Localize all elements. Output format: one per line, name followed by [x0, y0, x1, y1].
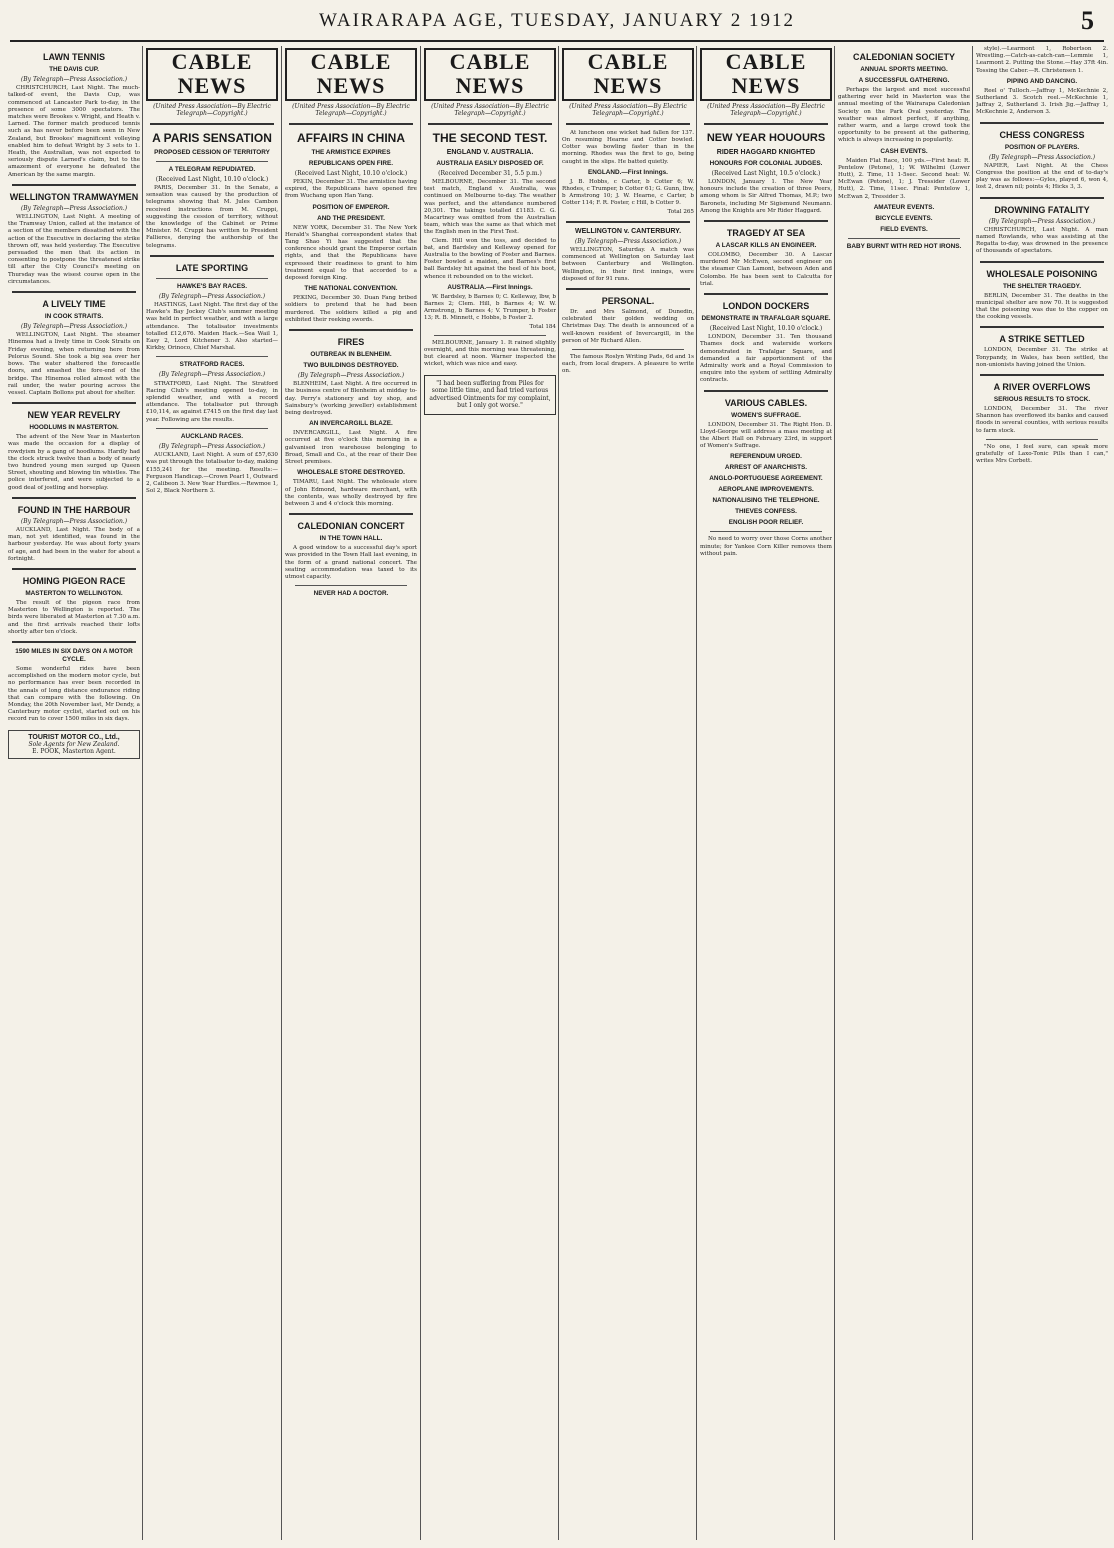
- article-honours: LONDON, January 1. The New Year honours include the creation of three Peers, among whom is Sir Alfred Thomas, M.P.; two Baronets, including Mr Sigismund Neumann. Among the Knights are Mr Rider Haggard.: [700, 179, 832, 214]
- byline: (By Telegraph—Press Association.): [158, 371, 266, 379]
- subhead-fires: OUTBREAK IN BLENHEIM.: [310, 351, 392, 359]
- article-paris: PARIS, December 31. In the Senate, a sensation was caused by the production of telegrams showing that M. Jules Cambon received instructions from M. Cruppi, suggesting the cession of territory, without the knowledge of the Cabinet or Prime Minister. M. Cruppi has written to President Fallieres, denying the authorship of the telegrams.: [146, 185, 278, 249]
- divider: [289, 329, 413, 331]
- subhead-honours: RIDER HAGGARD KNIGHTED: [716, 148, 816, 156]
- byline: (By Telegraph—Press Association.): [988, 217, 1096, 225]
- subhead-emperor-2: AND THE PRESIDENT.: [317, 214, 385, 222]
- subhead-honours-2: HONOURS FOR COLONIAL JUDGES.: [709, 159, 823, 167]
- article-china: PEKIN, December 31. The armistice having expired, the Republicans have opened fire from Wuchang upon Han Yang.: [285, 179, 417, 200]
- divider: [156, 356, 268, 357]
- article-poisoning: BERLIN, December 31. The deaths in the municipal shelter are now 70. It is suggested that the poisoning was due to the copper on the cooking vessels.: [976, 292, 1108, 321]
- subhead-england-innings: ENGLAND.—First Innings.: [588, 168, 668, 176]
- subhead-gathering: A SUCCESSFUL GATHERING.: [858, 77, 950, 84]
- subhead-emperor: POSITION OF EMPEROR.: [312, 203, 390, 211]
- byline: (By Telegraph—Press Association.): [20, 204, 128, 212]
- headline-caledonian-society: CALEDONIAN SOCIETY: [852, 52, 955, 62]
- subhead-piping-dancing: PIPING AND DANCING.: [1006, 77, 1078, 85]
- article-strike: LONDON, December 31. The strike at Tonypandy, in Wales, has been settled, the non-unionists having joined the Union.: [976, 347, 1108, 368]
- received-note: (Received Last Night, 10.10 o'clock.): [709, 325, 823, 333]
- divider: [566, 288, 690, 290]
- advertisement-tourist-motor: [8, 730, 140, 760]
- subhead-doctor: NEVER HAD A DOCTOR.: [313, 590, 389, 598]
- byline: (By Telegraph—Press Association.): [20, 517, 128, 525]
- subhead-convention: THE NATIONAL CONVENTION.: [304, 285, 398, 293]
- headline-wellington-canterbury: WELLINGTON v. CANTERBURY.: [574, 227, 682, 235]
- divider: [295, 585, 407, 586]
- subhead-tragedy: A LASCAR KILLS AN ENGINEER.: [715, 242, 817, 250]
- headline-various-cables: VARIOUS CABLES.: [724, 397, 808, 408]
- headline-china: AFFAIRS IN CHINA: [297, 130, 405, 145]
- association-credit: (United Press Association—By Electric Telegraph—Copyright.): [292, 103, 410, 118]
- subhead-pigeon: MASTERTON TO WELLINGTON.: [25, 589, 123, 597]
- subhead-fires-2: TWO BUILDINGS DESTROYED.: [303, 362, 399, 370]
- subhead-test: ENGLAND V. AUSTRALIA.: [446, 148, 534, 156]
- cable-news-banner: CABLE NEWS: [146, 48, 278, 101]
- subhead-anarchists: ARREST OF ANARCHISTS.: [724, 464, 808, 472]
- cable-news-banner: CABLE NEWS: [700, 48, 832, 101]
- results-continued: style).—Learmont 1, Robertson 2. Wrestling.—Catch-as-catch-can—Lemmie 1, Learmont 2. Putting the Stone.—Hay 37ft 4in. Tossing the Caber.—R. Christensen 1.: [976, 46, 1108, 74]
- article-personal: Dr. and Mrs Salmond, of Dunedin, celebrated their golden wedding on Christmas Day. The death is announced of a well-known resident of Invercargill, in the person of Mr Richard Allen.: [562, 309, 694, 344]
- headline-wholesale-poisoning: WHOLESALE POISONING: [986, 268, 1098, 279]
- column-4: [424, 46, 556, 1542]
- subhead-bicycle-events: BICYCLE EVENTS.: [875, 214, 933, 222]
- subhead-suffrage: WOMEN'S SUFFRAGE.: [731, 411, 801, 419]
- subhead-lively-time: IN COOK STRAITS.: [44, 313, 104, 321]
- received-note: (Received December 31, 5.5 p.m.): [438, 169, 542, 177]
- headline-tramwaymen: WELLINGTON TRAMWAYMEN: [9, 191, 139, 202]
- article-revelry: The advent of the New Year in Masterton was made the occasion for a display of rowdyism by a gang of hoodlums. Hardly had the clock struck twelve than a body of nearly two hundred young men surged up Queen Street, shouting and blowing tin whistles. The police interfered, and were subjected to a good deal of jostling and horseplay.: [8, 434, 140, 491]
- headline-pigeon: HOMING PIGEON RACE: [22, 575, 126, 586]
- article-chess: NAPIER, Last Night. At the Chess Congress the position at the end of to-day's play was as follows:—Gyles, played 6, won 4, lost 2, drawn nil; points 4; Hicks 3, 3.: [976, 162, 1108, 191]
- column-rule: [696, 46, 697, 1540]
- subhead-tennis: THE DAVIS CUP.: [49, 66, 99, 73]
- subhead-sports-meeting: ANNUAL SPORTS MEETING.: [860, 66, 948, 73]
- subhead-test-2: AUSTRALIA EASILY DISPOSED OF.: [436, 159, 544, 167]
- subhead-concert: IN THE TOWN HALL.: [319, 535, 383, 543]
- association-credit: (United Press Association—By Electric Telegraph—Copyright.): [569, 103, 687, 118]
- scorecard-total: Total 265: [667, 208, 694, 215]
- divider: [704, 123, 828, 125]
- headline-drowning: DROWNING FATALITY: [994, 204, 1090, 215]
- subhead-china: THE ARMISTICE EXPIRES: [311, 148, 391, 156]
- subhead-dockers: DEMONSTRATE IN TRAFALGAR SQUARE.: [701, 315, 831, 323]
- article-emperor: NEW YORK, December 31. The New York Herald's Shanghai correspondent states that Tang Shao Yi has suggested that the conference should grant the Emperor certain rights, and that the Republicans have expressed their readiness to grant to him treatment equal to that accorded to a deposed foreign King.: [285, 224, 417, 282]
- column-rule: [972, 46, 973, 1540]
- article-tragedy: COLOMBO, December 30. A Lascar murdered Mr McEwen, second engineer on the steamer Clan Lamont, between Aden and Colombo. He has been sent to Calcutta for trial.: [700, 252, 832, 287]
- page-number: 5: [1081, 6, 1094, 35]
- column-rule: [558, 46, 559, 1540]
- article-test-2: Clem. Hill won the toss, and decided to bat, and Bardsley and Kelleway opened for Australia to the bowling of Foster and Barnes. Foster bowled a maiden, and Barnes's first ball Bardsley hit against the heel of his boot, whence it rebounded on to the wicket.: [424, 237, 556, 280]
- article-caledonian: Perhaps the largest and most successful gathering ever held in Masterton was the annual meeting of the Wairarapa Caledonian Society on the Park Oval yesterday. The weather was almost perfect, if anything, rather warm, and a large crowd took the opportunity to be present at the gathering, which is always increasing in popularity.: [838, 87, 970, 144]
- newspaper-title: WAIRARAPA AGE, TUESDAY, JANUARY 2 1912: [319, 10, 795, 31]
- headline-tennis: LAWN TENNIS: [43, 52, 105, 62]
- article-harbour: AUCKLAND, Last Night. The body of a man, not yet identified, was found in the harbour yesterday. He was about forty years of age, and had been in the water for about a fortnight.: [8, 526, 140, 562]
- results-piping-dancing: Reel o' Tulloch.—Jaffray 1, McKechnie 2, Sutherland 3. Scotch reel.—McKechnie 1, Jaffray 2, Sutherland 3. Irish Jig.—Jaffray 1, McKechnie 2, Anderson 3.: [976, 87, 1108, 116]
- article-pigeon: The result of the pigeon race from Masterton to Wellington is reported. The birds were liberated at Masterton at 7.30 a.m. and the first arrivals reached their lofts shortly after ten o'clock.: [8, 599, 140, 635]
- subhead-poor-relief: ENGLISH POOR RELIEF.: [728, 519, 804, 527]
- subhead-australia-innings: AUSTRALIA.—First Innings.: [447, 283, 533, 291]
- column-2: [146, 46, 278, 1542]
- divider: [986, 439, 1098, 440]
- subhead-hawkes-bay: HAWKE'S BAY RACES.: [176, 282, 248, 290]
- headline-london-dockers: LONDON DOCKERS: [722, 301, 810, 312]
- byline: (By Telegraph—Press Association.): [574, 237, 682, 245]
- headline-motor-cycle: 1590 MILES IN SIX DAYS ON A MOTOR CYCLE.: [15, 647, 133, 663]
- headline-revelry: NEW YEAR REVELRY: [27, 410, 121, 421]
- article-dockers: LONDON, December 31. Ten thousand Thames dock and waterside workers demonstrated in Trafalgar Square, and demanded a fair apportionment of the Admiralty work and a Royal Commission to enquire into the system of settling Admiralty contracts.: [700, 334, 832, 384]
- column-6: [700, 46, 832, 1542]
- byline: (By Telegraph—Press Association.): [158, 442, 266, 450]
- subhead-shelter-tragedy: THE SHELTER TRAGEDY.: [1003, 282, 1081, 290]
- subhead-auckland: AUCKLAND RACES.: [180, 432, 244, 440]
- association-credit: (United Press Association—By Electric Telegraph—Copyright.): [707, 103, 825, 118]
- column-7: [838, 46, 970, 1542]
- byline: (By Telegraph—Press Association.): [988, 153, 1096, 161]
- masthead-rule: [10, 40, 1104, 42]
- advertisement-testimonial: [424, 375, 556, 415]
- divider: [156, 278, 268, 279]
- column-rule: [834, 46, 835, 1540]
- divider: [12, 641, 136, 643]
- subhead-referendum: REFERENDUM URGED.: [730, 453, 802, 461]
- article-hawkes-bay: HASTINGS, Last Night. The first day of the Hawke's Bay Jockey Club's summer meeting was held in perfect weather, and with a large attendance. The totalisator investments totalled £12,676. Maiden Hack.—Sea Wail 1, Easy 2, Lord Kitchener 3. Also started—Kirkby, Orinoco, Chief Marshal.: [146, 302, 278, 352]
- divider: [980, 261, 1104, 263]
- column-rule: [281, 46, 282, 1540]
- subhead-river: SERIOUS RESULTS TO STOCK.: [993, 396, 1091, 404]
- column-rule: [420, 46, 421, 1540]
- divider: [704, 293, 828, 295]
- subhead-anglo-portuguese: ANGLO-PORTUGUESE AGREEMENT.: [709, 475, 823, 483]
- headline-caledonian-concert: CALEDONIAN CONCERT: [297, 521, 405, 532]
- advertisement-writing-pads: The famous Roslyn Writing Pads, 6d and 1s each, from local drapers. A pleasure to write on.: [562, 354, 694, 375]
- divider: [980, 197, 1104, 199]
- results-cash-events: Maiden Flat Race, 100 yds.—First heat: R. Pentelow (Petone), 1; W. Wilhelmi (Lower Hutt), 2. Time, 11 1-5sec. Second heat: W. McEwan (Petone), 1; J. Tressider (Lower Hutt), 2. Time, 11sec. Final: Pentelow 1, McEwan 2, Tressider 3.: [838, 157, 970, 200]
- article-tennis: CHRISTCHURCH, Last Night. The much-talked-of event, the Davis Cup, was commenced at Lancaster Park to-day, in the presence of some 3000 spectators. The matches were Brookes v. Wright, and Heath v. Larned. The former match produced tennis such as has never before been seen in New Zealand, but Brookes' magnificent volleying enabled him to defeat Wright by 3 sets to 1. Heath, the Australian, was not expected to seriously dispute Larned's claim, but to the amazement of everyone he defeated the American by the same margin.: [8, 85, 140, 178]
- headline-river-overflows: A RIVER OVERFLOWS: [993, 382, 1091, 393]
- divider: [12, 402, 136, 404]
- article-motor-cycle: Some wonderful rides have been accomplished on the modern motor cycle, but no performance has ever been recorded in the annals of long distance endurance riding that can compare with the following. On Monday, the 20th November last, Mr Dendy, a Canterbury motor cyclist, started out on his record run to cover 1500 miles in six days.: [8, 665, 140, 723]
- headline-paris: A PARIS SENSATION: [152, 130, 272, 145]
- association-credit: (United Press Association—By Electric Telegraph—Copyright.): [431, 103, 549, 118]
- divider: [980, 326, 1104, 328]
- headline-harbour: FOUND IN THE HARBOUR: [17, 504, 131, 515]
- article-wholesale-store: TIMARU, Last Night. The wholesale store of John Edmond, hardware merchant, with the contents, was wholly destroyed by fire between 3 and 4 o'clock this morning.: [285, 479, 417, 507]
- article-wellington-canterbury: WELLINGTON, Saturday. A match was commenced at Wellington on Saturday last between Canterbury and Wellington. Wellington, in their first innings, were disposed of for 91 runs.: [562, 247, 694, 282]
- subhead-paris: PROPOSED CESSION OF TERRITORY: [154, 148, 270, 156]
- headline-personal: PERSONAL.: [601, 296, 655, 307]
- divider: [704, 390, 828, 392]
- article-river: LONDON, December 31. The river Shannon has overflowed its banks and caused floods in several counties, with serious results to farm stock.: [976, 406, 1108, 434]
- ad-address: E. POOK, Masterton Agent.: [32, 748, 116, 755]
- cable-news-banner: CABLE NEWS: [285, 48, 417, 101]
- subhead-invercargill: AN INVERCARGILL BLAZE.: [309, 420, 393, 428]
- association-credit: (United Press Association—By Electric Telegraph—Copyright.): [153, 103, 271, 118]
- subhead-wholesale-store: WHOLESALE STORE DESTROYED.: [297, 469, 405, 477]
- article-concert: A good window to a successful day's sport was provided in the Town Hall last evening, in the form of a grand national concert. The seating accommodation was taxed to its utmost capacity.: [285, 545, 417, 580]
- subhead-china-2: REPUBLICANS OPEN FIRE.: [308, 159, 394, 167]
- subhead-amateur-events: AMATEUR EVENTS.: [873, 203, 935, 211]
- divider: [704, 220, 828, 222]
- divider: [980, 122, 1104, 124]
- article-drowning: CHRISTCHURCH, Last Night. A man named Rowlands, who was assisting at the Regatta to-day, was drowned in the presence of thousands of spectators.: [976, 226, 1108, 255]
- byline: (By Telegraph—Press Association.): [20, 76, 128, 83]
- cable-news-banner: CABLE NEWS: [424, 48, 556, 101]
- article-fires: BLENHEIM, Last Night. A fire occurred in the business centre of Blenheim at midday to-day. Perry's stationery and toy shop, and Sainsbury's (working jeweller) establishment being destroyed.: [285, 381, 417, 417]
- divider: [156, 161, 268, 162]
- subhead-cash-events: CASH EVENTS.: [880, 147, 928, 155]
- headline-fires: FIRES: [337, 337, 365, 348]
- headline-strike-settled: A STRIKE SETTLED: [999, 334, 1085, 345]
- article-test-continued: At luncheon one wicket had fallen for 137. On resuming Hearne and Cotter bowled. Cotter was bowling faster than in the morning. Rhodes was the first to go, being caught in the slips. He batted quietly.: [562, 129, 694, 165]
- column-1: [8, 46, 140, 1542]
- received-note: (Received Last Night, 10.5 o'clock.): [711, 169, 821, 177]
- divider: [156, 428, 268, 429]
- divider: [572, 349, 684, 350]
- article-lively-time: WELLINGTON, Last Night. The steamer Hinemoa had a lively time in Cook Straits on Friday evening, when returning here from Pelorus Sound. She took a big sea over her bows. The water shattered the forecastle doors, and smashed the fore-end of the bridge. The Hinemoa rolled almost with the rail under, the water pouring across the vessel. Captain Bollons put about for shelter.: [8, 332, 140, 396]
- divider: [848, 238, 960, 239]
- divider: [12, 568, 136, 570]
- advertisement-baby-burnt: BABY BURNT WITH RED HOT IRONS.: [846, 242, 962, 250]
- subhead-telephone: NATIONALISING THE TELEPHONE.: [712, 497, 820, 505]
- divider: [12, 291, 136, 293]
- headline-lively-time: A LIVELY TIME: [42, 299, 106, 310]
- advertisement-corn-killer: No need to worry over those Corns another minute; for Yankee Corn Killer removes them without pain.: [700, 536, 832, 557]
- byline: (By Telegraph—Press Association.): [20, 323, 128, 331]
- divider: [150, 123, 274, 125]
- advertisement-laxo-tonic: "No one, I feel sure, can speak more gratefully of Laxo-Tonic Pills than I can," writes Mrs Corbett.: [976, 443, 1108, 465]
- divider: [150, 255, 274, 257]
- divider: [710, 531, 822, 532]
- divider: [428, 123, 552, 125]
- divider: [566, 123, 690, 125]
- column-5: [562, 46, 694, 1542]
- byline: (By Telegraph—Press Association.): [158, 292, 266, 300]
- article-test: MELBOURNE, December 31. The second test match, England v. Australia, was continued on Melbourne to-day. The weather was perfect, and the attendance numbered 20,301. The takings totalled £1183. C. G. Macartney was omitted from the Australian team, which was the same as that which met the English men in the First Test.: [424, 179, 556, 236]
- cable-news-banner: CABLE NEWS: [562, 48, 694, 101]
- article-tramwaymen: WELLINGTON, Last Night. A meeting of the Tramway Union, called at the instance of a section of the members dissatisfied with the action of the Executive in declaring the strike thrown off, was held yesterday. The Executive persuaded the men that its action in consenting to postpone the threatened strike till after the City Council's meeting on Thursday was the wisest course open in the circumstances.: [8, 214, 140, 285]
- headline-tragedy-at-sea: TRAGEDY AT SEA: [726, 228, 806, 239]
- divider: [566, 221, 690, 223]
- scorecard-australia: W. Bardsley, b Barnes 0; C. Kelleway, lbw, b Barnes 2; Clem. Hill, b Barnes 4; W. W. Armstrong, b Barnes 4; V. Trumper, b Foster 13; R. B. Minnett, c Hobbs, b Foster 2.: [424, 293, 556, 322]
- byline: (By Telegraph—Press Association.): [297, 372, 405, 380]
- ad-title: TOURIST MOTOR CO., Ltd.,: [28, 733, 120, 741]
- received-note: (Received Last Night, 10.10 o'clock.): [155, 175, 269, 183]
- article-auckland: AUCKLAND, Last Night. A sum of £57,630 was put through the totalisator to-day, making £155,241 for the meeting. Results:— Ferguson Handicap.—Crown Pearl 1, Outward 2, Calibeon 3. New Year Hurdles.—Rewmoe 1, Sol 2, Black Northern 3.: [146, 452, 278, 495]
- divider: [289, 513, 413, 515]
- divider: [12, 497, 136, 499]
- scorecard-england: J. B. Hobbs, c Carter, b Cotter 6; W. Rhodes, c Trumper, b Cotter 61; G. Gunn, lbw, b Armstrong 10; J. W. Hearne, c Carter, b Cotter 114; F. R. Foster, c Hill, b Cotter 9.: [562, 178, 694, 207]
- divider: [289, 123, 413, 125]
- column-8: [976, 46, 1108, 1542]
- article-melbourne: MELBOURNE, January 1. It rained slightly overnight, and this morning was threatening, but cleared at noon. Warner inspected the wicket, which was nice and easy.: [424, 339, 556, 368]
- divider: [434, 335, 546, 336]
- subhead-field-events: FIELD EVENTS.: [880, 225, 928, 233]
- article-suffrage: LONDON, December 31. The Right Hon. D. Lloyd-George will address a mass meeting at the Albert Hall on February 23rd, in support of Women's Suffrage.: [700, 421, 832, 450]
- masthead: [0, 8, 1114, 38]
- subhead-paris-2: A TELEGRAM REPUDIATED.: [168, 165, 256, 173]
- ad-quote: "I had been suffering from Piles for some little time, and had tried various advertised Ointments for my complaint, but I only got worse.": [429, 379, 551, 410]
- divider: [12, 184, 136, 186]
- subhead-revelry: HOODLUMS IN MASTERTON.: [29, 424, 119, 432]
- ad-subtitle: Sole Agents for New Zealand.: [28, 740, 120, 748]
- headline-honours: NEW YEAR HOUOURS: [706, 131, 826, 144]
- column-rule: [142, 46, 143, 1540]
- subhead-thieves: THIEVES CONFESS.: [735, 508, 797, 516]
- column-3: [285, 46, 417, 1542]
- article-invercargill: INVERCARGILL, Last Night. A fire occurred at five o'clock this morning in a galvanised iron warehouse belonging to Broad, Small and Co., at the rear of their Dee Street premises.: [285, 430, 417, 466]
- scorecard-total: Total 184: [529, 323, 556, 330]
- headline-second-test: THE SECOND TEST.: [432, 130, 548, 145]
- subhead-chess: POSITION OF PLAYERS.: [1004, 143, 1080, 151]
- article-stratford: STRATFORD, Last Night. The Stratford Racing Club's meeting opened to-day, in splendid weather, and with a record attendance. The totalisator put through £10,114, as against £7415 on the first day last year. Following are the results.: [146, 380, 278, 423]
- subhead-aeroplane: AEROPLANE IMPROVEMENTS.: [718, 486, 814, 494]
- divider: [980, 374, 1104, 376]
- article-convention: PEKING, December 30. Duan Fang bribed soldiers to pretend that he had been murdered. The soldiers killed a pig and exhibited their reeking swords.: [285, 295, 417, 323]
- subhead-stratford: STRATFORD RACES.: [179, 361, 245, 369]
- headline-late-sporting: LATE SPORTING: [175, 262, 249, 273]
- received-note: (Received Last Night, 10.10 o'clock.): [294, 169, 408, 177]
- headline-chess-congress: CHESS CONGRESS: [999, 129, 1085, 140]
